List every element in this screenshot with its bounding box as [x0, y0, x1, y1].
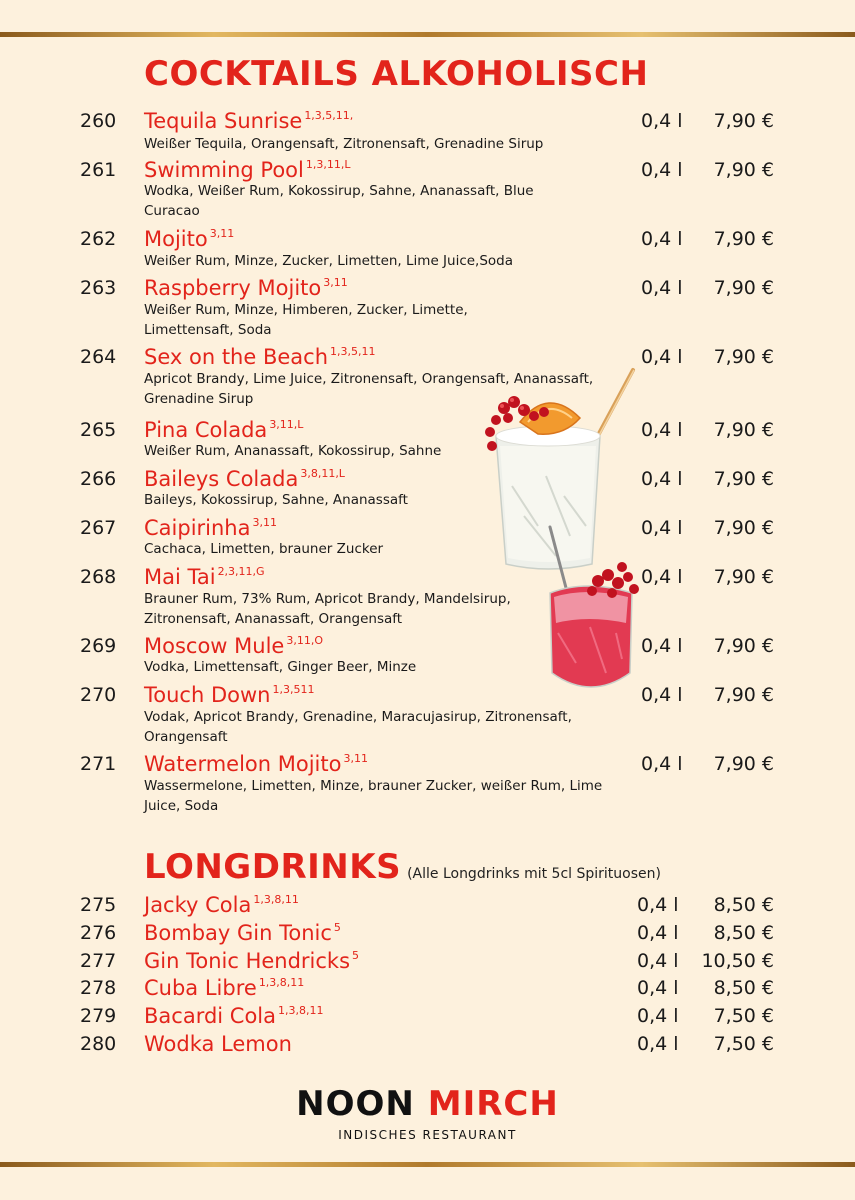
- item-name: Raspberry Mojito $^{3,11}$: [144, 276, 348, 300]
- item-description: Baileys, Kokossirup, Sahne, Ananassaft: [144, 492, 408, 508]
- item-description: Weißer Rum, Minze, Zucker, Limetten, Lime Juice,Soda: [144, 253, 514, 269]
- item-price: 7,90 €: [713, 346, 774, 368]
- item-price: 7,90 €: [713, 110, 774, 132]
- item-description: Wassermelone, Limetten, Minze, brauner Zucker, weißer Rum, Lime Juice, Soda: [144, 778, 603, 814]
- item-number: 265: [80, 419, 117, 441]
- item-volume: 0,4 l: [641, 753, 683, 775]
- item-number: 266: [80, 468, 117, 490]
- item-name: Pina Colada $^{3,11,L}$: [144, 418, 304, 442]
- item-number: 267: [80, 517, 117, 539]
- item-price: 7,90 €: [713, 228, 774, 250]
- item-price: 8,50 €: [713, 894, 774, 916]
- item-name: Watermelon Mojito $^{3,11}$: [144, 752, 368, 776]
- item-name: Bombay Gin Tonic $^5$: [144, 921, 341, 945]
- cocktails-heading: COCKTAILS ALKOHOLISCH: [144, 54, 649, 94]
- item-price: 7,90 €: [713, 635, 774, 657]
- item-name: Gin Tonic Hendricks $^5$: [144, 949, 360, 973]
- item-description: Brauner Rum, 73% Rum, Apricot Brandy, Mandelsirup, Zitronensaft, Ananassaft, Orangensaft: [144, 591, 511, 627]
- item-name: Moscow Mule $^{3,11,O}$: [144, 634, 323, 658]
- item-price: 7,90 €: [713, 159, 774, 181]
- item-number: 278: [80, 977, 117, 999]
- item-volume: 0,4 l: [641, 419, 683, 441]
- item-price: 7,90 €: [713, 566, 774, 588]
- item-description: Weißer Tequila, Orangensaft, Zitronensaft, Grenadine Sirup: [144, 136, 544, 152]
- item-number: 276: [80, 922, 117, 944]
- longdrinks-heading: LONGDRINKS (Alle Longdrinks mit 5cl Spirituosen): [144, 847, 661, 887]
- item-volume: 0,4 l: [637, 922, 679, 944]
- item-name: Touch Down $^{1,3,511}$: [144, 683, 315, 707]
- item-number: 262: [80, 228, 117, 250]
- item-price: 7,90 €: [713, 684, 774, 706]
- item-price: 7,90 €: [713, 419, 774, 441]
- item-description: Apricot Brandy, Lime Juice, Zitronensaft, Orangensaft, Ananassaft, Grenadine Sirup: [144, 371, 594, 407]
- item-volume: 0,4 l: [637, 977, 679, 999]
- item-volume: 0,4 l: [641, 228, 683, 250]
- item-price: 7,90 €: [713, 277, 774, 299]
- item-volume: 0,4 l: [637, 1005, 679, 1027]
- item-volume: 0,4 l: [641, 566, 683, 588]
- item-name: Swimming Pool $^{1,3,11,L}$: [144, 158, 351, 182]
- item-name: Jacky Cola $^{1,3,8,11}$: [144, 893, 299, 917]
- item-name: Tequila Sunrise $^{1,3,5,11,}$: [144, 109, 354, 133]
- item-volume: 0,4 l: [637, 894, 679, 916]
- item-number: 264: [80, 346, 117, 368]
- red-berry-cocktail-icon: [536, 523, 646, 703]
- item-name: Bacardi Cola $^{1,3,8,11}$: [144, 1004, 324, 1028]
- item-name: Caipirinha $^{3,11}$: [144, 516, 277, 540]
- item-description: Vodka, Limettensaft, Ginger Beer, Minze: [144, 659, 417, 675]
- item-name: Sex on the Beach $^{1,3,5,11}$: [144, 345, 376, 369]
- item-volume: 0,4 l: [641, 346, 683, 368]
- logo-word-noon: NOON: [296, 1084, 415, 1124]
- item-number: 263: [80, 277, 117, 299]
- item-description: Cachaca, Limetten, brauner Zucker: [144, 541, 384, 557]
- item-price: 8,50 €: [713, 922, 774, 944]
- item-price: 7,90 €: [713, 753, 774, 775]
- item-volume: 0,4 l: [641, 468, 683, 490]
- item-number: 270: [80, 684, 117, 706]
- item-volume: 0,4 l: [641, 635, 683, 657]
- item-number: 275: [80, 894, 117, 916]
- item-price: 8,50 €: [713, 977, 774, 999]
- logo-word-mirch: MIRCH: [427, 1084, 559, 1124]
- item-name: Cuba Libre $^{1,3,8,11}$: [144, 976, 305, 1000]
- item-volume: 0,4 l: [641, 517, 683, 539]
- item-description: Wodka, Weißer Rum, Kokossirup, Sahne, Ananassaft, Blue Curacao: [144, 183, 534, 219]
- item-price: 7,90 €: [713, 468, 774, 490]
- item-price: 7,50 €: [713, 1033, 774, 1055]
- item-description: Weißer Rum, Ananassaft, Kokossirup, Sahne: [144, 443, 442, 459]
- item-volume: 0,4 l: [637, 1033, 679, 1055]
- item-price: 7,50 €: [713, 1005, 774, 1027]
- item-name: Wodka Lemon: [144, 1032, 292, 1056]
- item-price: 7,90 €: [713, 517, 774, 539]
- item-name: Baileys Colada $^{3,8,11,L}$: [144, 467, 345, 491]
- item-number: 269: [80, 635, 117, 657]
- item-volume: 0,4 l: [641, 110, 683, 132]
- item-volume: 0,4 l: [641, 159, 683, 181]
- item-description: Weißer Rum, Minze, Himberen, Zucker, Limette, Limettensaft, Soda: [144, 302, 468, 338]
- item-number: 271: [80, 753, 117, 775]
- top-gold-divider: [0, 32, 855, 37]
- item-number: 280: [80, 1033, 117, 1055]
- item-number: 277: [80, 950, 117, 972]
- bottom-gold-divider: [0, 1162, 855, 1167]
- item-number: 261: [80, 159, 117, 181]
- logo-subtitle: INDISCHES RESTAURANT: [338, 1128, 517, 1142]
- item-number: 279: [80, 1005, 117, 1027]
- item-number: 260: [80, 110, 117, 132]
- item-volume: 0,4 l: [637, 950, 679, 972]
- item-name: Mai Tai $^{2,3,11,G}$: [144, 565, 265, 589]
- longdrinks-note: (Alle Longdrinks mit 5cl Spirituosen): [407, 866, 661, 882]
- item-price: 10,50 €: [701, 950, 774, 972]
- item-description: Vodak, Apricot Brandy, Grenadine, Maracujasirup, Zitronensaft, Orangensaft: [144, 709, 572, 745]
- item-number: 268: [80, 566, 117, 588]
- restaurant-logo: [0, 1084, 855, 1142]
- item-volume: 0,4 l: [641, 277, 683, 299]
- item-name: Mojito $^{3,11}$: [144, 227, 235, 251]
- item-volume: 0,4 l: [641, 684, 683, 706]
